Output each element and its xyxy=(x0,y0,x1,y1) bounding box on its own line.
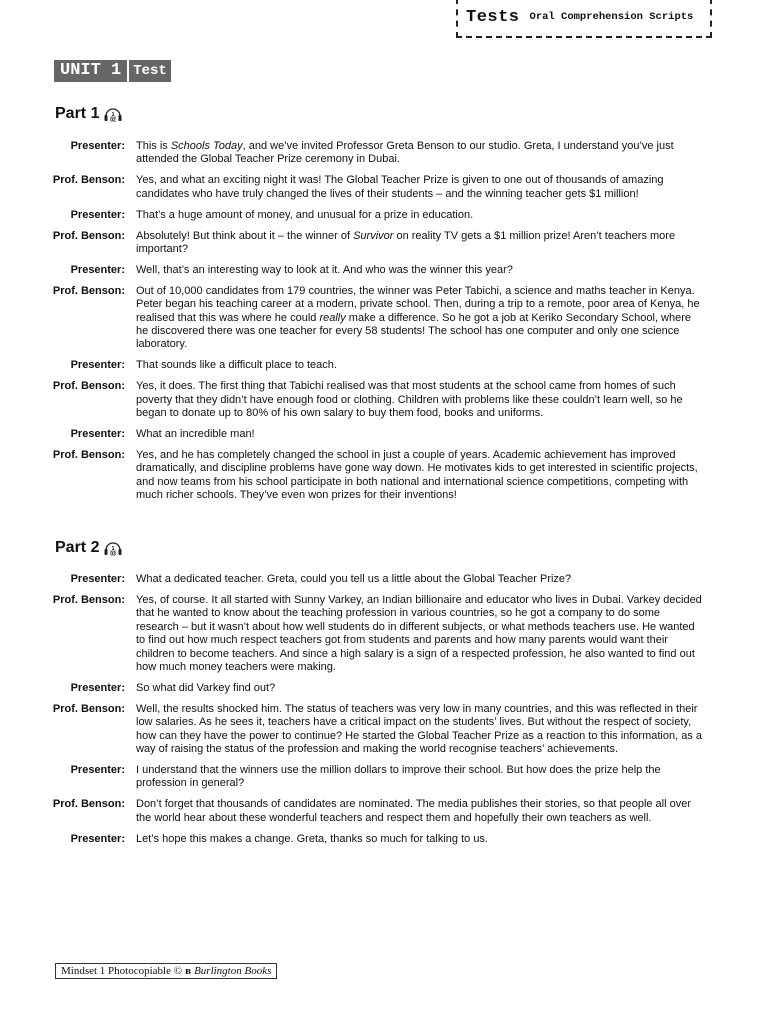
speaker-label: Prof. Benson: xyxy=(52,380,125,393)
speech-italic-segment: Schools Today xyxy=(170,140,243,152)
speech-text xyxy=(136,703,704,757)
speech-segment: What a dedicated teacher. Greta, could you tell us a little about the Global Teacher Prize? xyxy=(136,573,572,585)
speech-segment: make a difference. So he got a job at Keriko Secondary School, where he discovered there was one teacher for every 58 students! The school has one computer and only one science laboratory. xyxy=(136,311,692,351)
speech-text xyxy=(136,264,704,277)
footer xyxy=(55,963,277,979)
speech-segment: Yes, and he has completely changed the school in just a couple of years. Academic achievement has improved dramatically, and discipline problems have gone way down. He motivates kids to get interested in scientific projects, and now teams from his school participate in both national and international science competitions, competing with much richer schools. They’ve even won prizes for their inventions! xyxy=(136,448,698,502)
dialog-turn xyxy=(0,682,768,695)
unit-banner xyxy=(54,60,171,82)
speech-text xyxy=(136,573,704,586)
speaker-label: Prof. Benson: xyxy=(52,174,125,187)
speech-text xyxy=(136,359,704,372)
speech-segment: , and we’ve invited Professor Greta Benson to our studio. Greta, I understand you’ve just attended the Global Teacher Prize ceremony in Dubai. xyxy=(136,140,674,166)
speech-text xyxy=(136,764,704,791)
speech-segment: That’s a huge amount of money, and unusual for a prize in education. xyxy=(136,208,474,221)
speaker-label: Presenter: xyxy=(70,573,125,585)
dialog-turn xyxy=(0,230,768,257)
dialog-turn xyxy=(0,798,768,825)
part-1-title xyxy=(55,104,123,124)
speech-italic-segment: Survivor xyxy=(353,229,394,242)
dialog-turn xyxy=(0,594,768,674)
speaker-label: Presenter: xyxy=(70,263,125,276)
dialog-turn xyxy=(0,764,768,791)
speech-text xyxy=(136,174,704,201)
dialog-turn xyxy=(0,703,768,757)
dialog-turn xyxy=(0,833,768,846)
unit-suffix: Test xyxy=(129,60,171,82)
speech-segment: Yes, of course. It all started with Sunny Varkey, an Indian billionaire and educator who lives in Dubai. Varkey decided that he wanted to know about the teaching profession in various countries, so he got a company to do some research – but it wasn’t about how well students do in different subjects, or what methods teachers use. He wanted to find out how much respect teachers got from students and parents and how many parents would want their children to become teachers. And since a high salary is a sign of a respected profession, he also wanted to find out how much money teachers were making. xyxy=(136,593,702,673)
dialog-turn xyxy=(0,174,768,201)
part-2-title xyxy=(55,538,123,558)
speech-segment: Absolutely! But think about it – the winner of xyxy=(136,229,354,242)
speaker-label: Prof. Benson: xyxy=(52,593,125,606)
header-box xyxy=(456,0,712,38)
speech-text xyxy=(136,594,704,674)
speaker-label: Presenter: xyxy=(70,681,125,694)
dialog-turn xyxy=(0,140,768,167)
speaker-label: Presenter: xyxy=(70,208,125,221)
speaker-label: Prof. Benson: xyxy=(52,284,125,297)
dialog-turn xyxy=(0,285,768,352)
speech-segment: What an incredible man! xyxy=(136,427,255,440)
speaker-label: Prof. Benson: xyxy=(52,798,125,811)
part-1-dialog xyxy=(0,140,768,510)
speech-segment: That sounds like a difficult place to teach. xyxy=(136,359,337,372)
headphones-icon xyxy=(103,538,123,558)
part-title-text: Part 1 xyxy=(55,105,100,122)
part-2-dialog xyxy=(0,573,768,853)
speech-segment: Yes, it does. The first thing that Tabichi realised was that most students at the school came from homes of such poverty that they didn’t have enough food or clothing. Children with problems like these couldn’t learn well, so he began to donate up to 80% of his own salary to buy them food, books and uniforms. xyxy=(136,380,683,419)
speech-text xyxy=(136,682,704,695)
speech-text xyxy=(136,209,704,222)
speech-segment: Let’s hope this makes a change. Greta, thanks so much for talking to us. xyxy=(136,832,488,845)
speech-italic-segment: really xyxy=(319,311,346,324)
part-title-text: Part 2 xyxy=(55,539,100,556)
footer-text: Mindset 1 Photocopiable © xyxy=(61,965,183,977)
unit-label: UNIT 1 xyxy=(54,60,129,82)
track-number-bottom: 03 xyxy=(110,551,117,558)
burlington-logo-icon: ʙ xyxy=(185,965,192,977)
speaker-label: Prof. Benson: xyxy=(52,448,125,461)
speaker-label: Presenter: xyxy=(70,427,125,440)
speaker-label: Presenter: xyxy=(70,763,125,776)
dialog-turn xyxy=(0,209,768,222)
footer-brand: Burlington Books xyxy=(194,965,272,977)
dialog-turn xyxy=(0,380,768,420)
dialog-turn xyxy=(0,264,768,277)
speech-segment: on reality TV gets a $1 million prize! Aren’t teachers more important? xyxy=(136,229,676,255)
header-title: Tests xyxy=(466,7,520,27)
speech-segment: I understand that the winners use the million dollars to improve their school. But how does the prize help the profession in general? xyxy=(136,763,661,790)
dialog-turn xyxy=(0,428,768,441)
track-number-bottom: 02 xyxy=(110,117,117,124)
header-subtitle: Oral Comprehension Scripts xyxy=(529,11,694,23)
speech-text xyxy=(136,230,704,257)
speaker-label: Presenter: xyxy=(70,140,125,152)
speaker-label: Presenter: xyxy=(70,832,125,845)
headphones-icon xyxy=(103,104,123,124)
speech-text xyxy=(136,428,704,441)
dialog-turn xyxy=(0,359,768,372)
track-number-top: 1 xyxy=(112,546,115,552)
speech-text xyxy=(136,285,704,352)
speech-text xyxy=(136,140,704,167)
speech-segment: This is xyxy=(136,140,171,152)
speech-segment: Yes, and what an exciting night it was! The Global Teacher Prize is given to one out of thousands of amazing candidates who have truly changed the lives of their students – and the winning teacher gets $1 million! xyxy=(136,174,664,200)
speech-text xyxy=(136,449,704,503)
dialog-turn xyxy=(0,573,768,586)
speech-segment: Out of 10,000 candidates from 179 countries, the winner was Peter Tabichi, a science and maths teacher in Kenya. Peter began his teaching career at a modern, private school. Then, during a trip to a remote, poor area of Kenya, he realised that this was where he could xyxy=(136,284,700,324)
speech-text xyxy=(136,798,704,825)
speech-segment: Don’t forget that thousands of candidates are nominated. The media publishes their stories, so that people all over the world hear about these wonderful teachers and respect them and hopefully their own teachers as well. xyxy=(136,798,692,824)
speech-segment: Well, that’s an interesting way to look at it. And who was the winner this year? xyxy=(136,263,513,276)
speech-text xyxy=(136,833,704,846)
speech-segment: Well, the results shocked him. The status of teachers was very low in many countries, and this was reflected in their low salaries. As he sees it, teachers have a critical impact on the students’ lives. But without the respect of society, how can they have the power to continue? He started the Global Teacher Prize as a reaction to this information, as a way of raising the status of the profession and making the world recognise teachers’ achievements. xyxy=(136,702,703,755)
speech-segment: So what did Varkey find out? xyxy=(136,681,276,694)
speaker-label: Presenter: xyxy=(70,359,125,372)
dialog-turn xyxy=(0,449,768,503)
speaker-label: Prof. Benson: xyxy=(52,702,125,715)
track-number-top: 1 xyxy=(112,112,115,118)
speech-text xyxy=(136,380,704,420)
speaker-label: Prof. Benson: xyxy=(52,229,125,242)
